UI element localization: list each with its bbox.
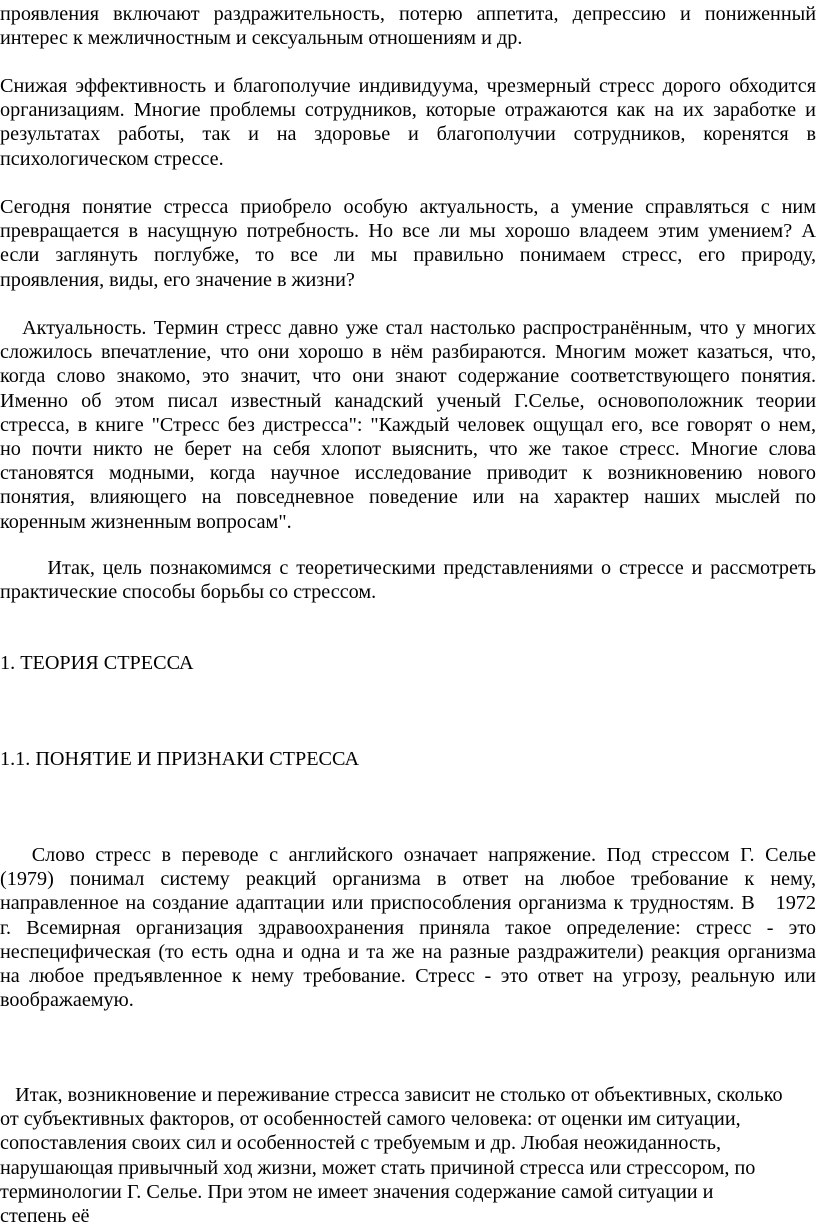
paragraph-subjective-factors bbox=[0, 1083, 816, 1228]
text-line: если заглянуть поглубже, то все ли мы правильно понимаем стресс, его природу, bbox=[0, 244, 816, 267]
paragraph-goal bbox=[0, 556, 816, 604]
subsection-heading-stress-concept: 1.1. ПОНЯТИЕ И ПРИЗНАКИ СТРЕССА bbox=[0, 748, 360, 770]
text-line: понятия, влияющего на повседневное поведение или на характер наших мыслей по bbox=[0, 486, 816, 509]
text-line: Актуальность. Термин стресс давно уже стал настолько распространённым, что у многих bbox=[0, 317, 816, 339]
paragraph-relevance-question bbox=[0, 195, 816, 292]
paragraph-stress-definition bbox=[0, 843, 816, 1012]
text-line: Сегодня понятие стресса приобрело особую актуальность, а умение справляться с ним bbox=[0, 196, 816, 218]
paragraph-organizational-cost bbox=[0, 74, 816, 171]
paragraph-symptoms-continuation bbox=[0, 2, 816, 50]
text-line: сопоставления своих сил и особенностей с требуемым и др. Любая неожиданность, bbox=[0, 1132, 722, 1155]
text-line: Итак, цель познакомимся с теоретическими представлениями о стрессе и рассмотреть bbox=[0, 557, 816, 579]
text-line: терминологии Г. Селье. При этом не имеет значения содержание самой ситуации и bbox=[0, 1180, 714, 1203]
text-line: неспецифическая (то есть одна и одна и та же на разные раздражители) реакция организма bbox=[0, 940, 816, 963]
text-line: нарушающая привычный ход жизни, может стать причиной стресса или стрессором, по bbox=[0, 1156, 756, 1179]
text-line: направленное на создание адаптации или приспособления организма к трудностям. В 1972 bbox=[0, 892, 816, 915]
text-line: становятся модными, когда научное исследование приводит к возникновению нового bbox=[0, 462, 816, 485]
text-line: практические способы борьбы со стрессом. bbox=[0, 581, 377, 604]
text-line: когда слово знакомо, это значит, что они знают содержание соответствующего понятия. bbox=[0, 365, 816, 388]
text-line: проявления включают раздражительность, потерю аппетита, депрессию и пониженный bbox=[0, 3, 816, 25]
paragraph-actuality bbox=[0, 316, 816, 534]
section-heading-stress-theory: 1. ТЕОРИЯ СТРЕССА bbox=[0, 652, 194, 674]
text-line: но почти никто не берет на себя хлопот выяснить, что же такое стресс. Многие слова bbox=[0, 437, 816, 460]
text-line: на любое предъявленное к нему требование. Стресс - это ответ на угрозу, реальную или bbox=[0, 964, 816, 987]
text-line: результатах работы, так и на здоровье и благополучии сотрудников, коренятся в bbox=[0, 123, 816, 146]
text-line: г. Всемирная организация здравоохранения приняла такое определение: стресс - это bbox=[0, 916, 816, 939]
text-line: Итак, возникновение и переживание стресса зависит не столько от объективных, сколько bbox=[0, 1084, 783, 1106]
text-line: сложилось впечатление, что они хорошо в нём разбираются. Многим может казаться, что, bbox=[0, 341, 816, 364]
text-line: коренным жизненным вопросам". bbox=[0, 510, 292, 533]
text-line: стресса, в книге "Стресс без дистресса": "Каждый человек ощущал его, все говорят о нем, bbox=[0, 413, 816, 436]
text-line: степень её bbox=[0, 1204, 90, 1227]
text-line: (1979) понимал систему реакций организма в ответ на любое требование к нему, bbox=[0, 868, 816, 891]
text-line: превращается в насущную потребность. Но все ли мы хорошо владеем этим умением? А bbox=[0, 220, 816, 243]
text-line: Снижая эффективность и благополучие индивидуума, чрезмерный стресс дорого обходится bbox=[0, 75, 816, 97]
text-line: организациям. Многие проблемы сотрудников, которые отражаются как на их заработке и bbox=[0, 99, 816, 122]
text-line: проявления, виды, его значение в жизни? bbox=[0, 268, 355, 291]
text-line: интерес к межличностным и сексуальным отношениям и др. bbox=[0, 27, 523, 50]
text-line: психологическом стрессе. bbox=[0, 147, 224, 170]
text-line: от субъективных факторов, от особенностей самого человека: от оценки им ситуации, bbox=[0, 1108, 741, 1131]
text-line: воображаемую. bbox=[0, 989, 134, 1012]
text-line: Слово стресс в переводе с английского означает напряжение. Под стрессом Г. Селье bbox=[0, 844, 816, 866]
text-line: Именно об этом писал известный канадский ученый Г.Селье, основоположник теории bbox=[0, 389, 816, 412]
